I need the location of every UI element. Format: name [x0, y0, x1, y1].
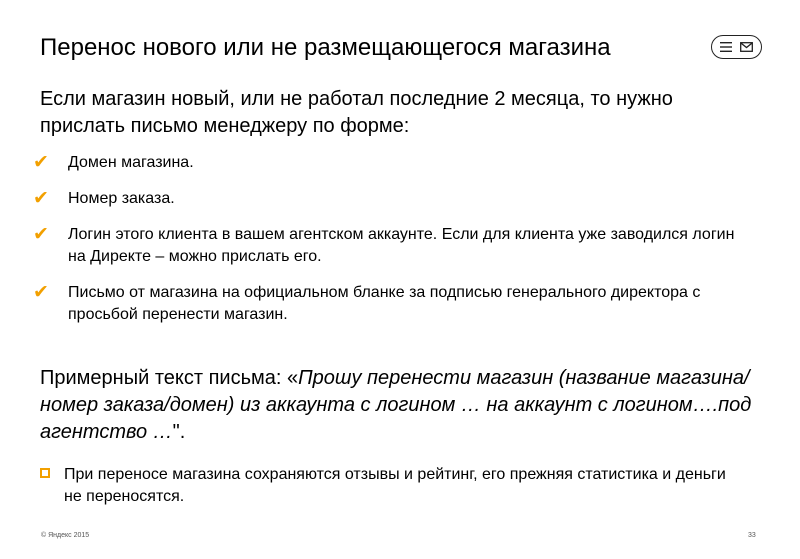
transfer-note: [40, 464, 740, 508]
requirements-list: [33, 152, 753, 340]
sample-prefix: Примерный текст письма: «: [40, 367, 299, 389]
list-item-text: Письмо от магазина на официальном бланке за подписью генерального директора с просьбой перенести магазин.: [68, 284, 701, 323]
copyright: © Яндекс 2015: [41, 532, 90, 539]
square-icon: [40, 468, 50, 478]
checkmark-icon: ✔: [33, 282, 49, 303]
sample-suffix: ".: [172, 421, 186, 443]
mail-icon[interactable]: [740, 42, 753, 52]
hamburger-icon[interactable]: [720, 42, 732, 52]
list-item-text: Домен магазина.: [68, 154, 194, 171]
list-item-text: Номер заказа.: [68, 190, 175, 207]
list-item: [33, 188, 753, 210]
list-item: [33, 152, 753, 174]
checkmark-icon: ✔: [33, 224, 49, 245]
checkmark-icon: ✔: [33, 152, 49, 173]
list-item-text: Логин этого клиента в вашем агентском аккаунте. Если для клиента уже заводился логин на Директе – можно прислать его.: [68, 226, 735, 265]
slide-title: Перенос нового или не размещающегося магазина: [40, 34, 611, 61]
menu-mail-pill[interactable]: [711, 35, 762, 59]
intro-text: Если магазин новый, или не работал последние 2 месяца, то нужно прислать письмо менеджеру по форме:: [40, 88, 673, 137]
sample-letter-text: [40, 365, 770, 446]
page-number: 33: [748, 532, 756, 539]
note-text: При переносе магазина сохраняются отзывы и рейтинг, его прежняя статистика и деньги не переносятся.: [64, 466, 726, 505]
list-item: [33, 224, 753, 268]
checkmark-icon: ✔: [33, 188, 49, 209]
sample-italic: Прошу перенести магазин (название магазина/номер заказа/домен) из аккаунта с логином … на аккаунт с логином….под агентство …: [40, 367, 752, 443]
list-item: [33, 282, 753, 326]
